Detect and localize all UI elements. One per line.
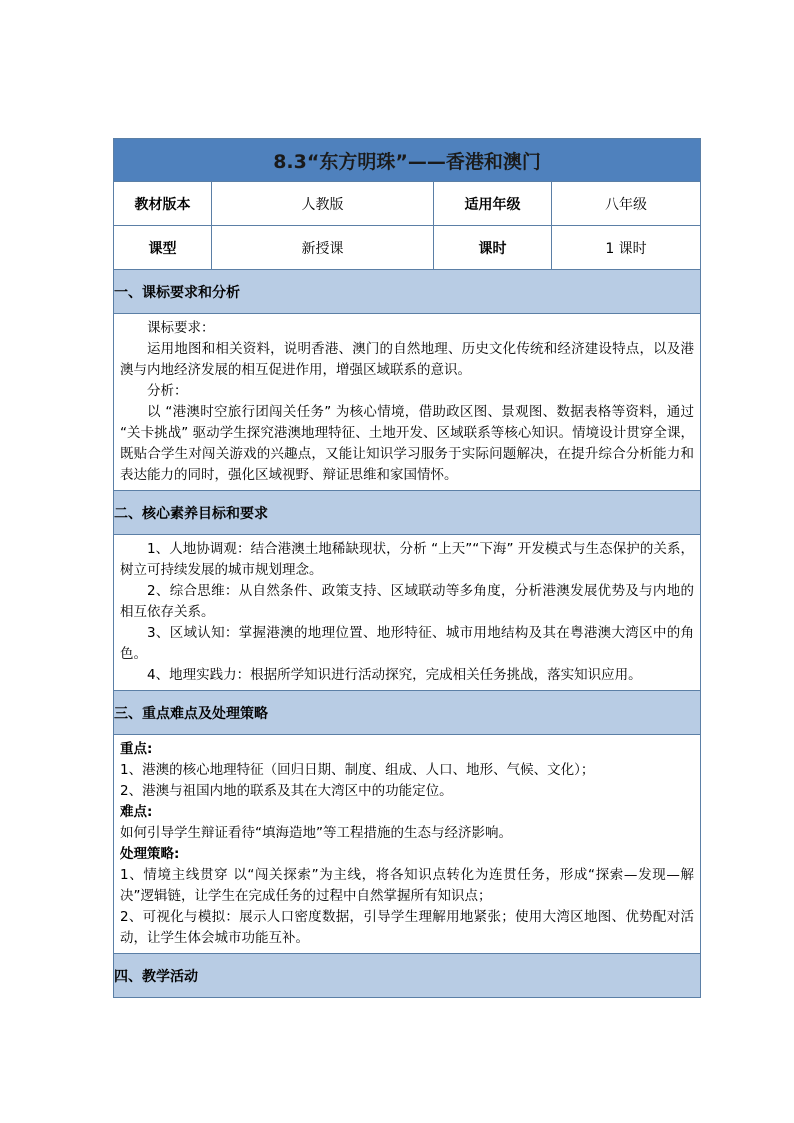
list-item: 2、可视化与模拟：展示人口密度数据，引导学生理解用地紧张；使用大湾区地图、优势配对活动，让学生体会城市功能互补。 [120,909,695,946]
list-item: 1、情境主线贯穿 以“闯关探索”为主线，将各知识点转化为连贯任务，形成“探索—发现—解决”逻辑链，让学生在完成任务的过程中自然掌握所有知识点； [120,867,695,904]
class-hours-value: 1 课时 [552,226,701,270]
paragraph: 运用地图和相关资料，说明香港、澳门的自然地理、历史文化传统和经济建设特点，以及港澳与内地经济发展的相互促进作用，增强区域联系的意识。 [120,341,695,378]
section-body-core-literacy [114,535,701,691]
list-item: 2、港澳与祖国内地的联系及其在大湾区中的功能定位。 [120,783,453,799]
list-item: 如何引导学生辩证看待“填海造地”等工程措施的生态与经济影响。 [120,825,512,841]
lesson-title: 8.3“东方明珠”——香港和澳门 [114,139,701,182]
section-heading-curriculum: 一、课标要求和分析 [114,270,701,314]
section-body-curriculum [114,314,701,491]
lesson-type-value: 新授课 [212,226,434,270]
paragraph: 以 “港澳时空旅行团闯关任务” 为核心情境，借助政区图、景观图、数据表格等资料，通过 “关卡挑战” 驱动学生探究港澳地理特征、土地开发、区域联系等核心知识。情境设计贯穿全课，既贴合学生对闯关游戏的兴趣点，又能让知识学习服务于实际问题解决，在提升综合分析能力和表达能力的同时，强化区域视野、辩证思维和家国情怀。 [120,404,695,483]
lesson-plan-table [113,138,701,998]
paragraph: 分析： [147,383,188,399]
section-body-key-difficult [114,735,701,954]
list-item: 2、综合思维：从自然条件、政策支持、区域联动等多角度，分析港澳发展优势及与内地的相互依存关系。 [120,583,695,620]
list-item: 1、港澳的核心地理特征（回归日期、制度、组成、人口、地形、气候、文化）； [120,762,595,778]
section-heading-key-difficult: 三、重点难点及处理策略 [114,691,701,735]
grade-label: 适用年级 [434,182,552,226]
list-item: 4、地理实践力：根据所学知识进行活动探究，完成相关任务挑战，落实知识应用。 [147,667,642,683]
key-points-label: 重点: [120,741,153,757]
paragraph: 课标要求： [147,320,215,336]
textbook-edition-value: 人教版 [212,182,434,226]
textbook-edition-label: 教材版本 [114,182,212,226]
section-heading-activities: 四、教学活动 [114,954,701,998]
list-item: 3、区域认知：掌握港澳的地理位置、地形特征、城市用地结构及其在粤港澳大湾区中的角色。 [120,625,695,662]
list-item: 1、人地协调观：结合港澳土地稀缺现状，分析 “上天”“下海” 开发模式与生态保护的关系，树立可持续发展的城市规划理念。 [120,541,695,578]
section-heading-core-literacy: 二、核心素养目标和要求 [114,491,701,535]
class-hours-label: 课时 [434,226,552,270]
lesson-plan-page [113,138,700,998]
difficulty-label: 难点: [120,804,153,820]
grade-value: 八年级 [552,182,701,226]
strategy-label: 处理策略: [120,846,180,862]
lesson-type-label: 课型 [114,226,212,270]
